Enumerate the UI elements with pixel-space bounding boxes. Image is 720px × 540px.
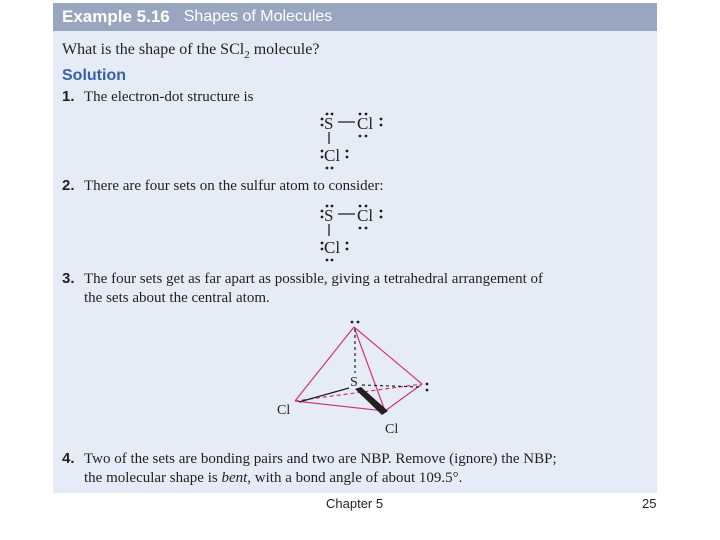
chlorine-atom: Cl: [324, 146, 341, 165]
example-title: Shapes of Molecules: [183, 8, 333, 25]
example-number: Example 5.16: [62, 7, 170, 26]
step-number: 1.: [62, 88, 75, 105]
step-text-part: the molecular shape is: [84, 470, 222, 486]
step-text: The electron-dot structure is: [84, 89, 254, 105]
step-text-continued: the sets about the central atom.: [84, 290, 270, 306]
question-text: What is the shape of the SCl: [62, 41, 245, 58]
question: [62, 41, 319, 61]
step-text-part: , with a bond angle of about 109.5°.: [247, 470, 463, 486]
step-1: [62, 87, 650, 107]
step-text: There are four sets on the sulfur atom to consider:: [84, 178, 384, 194]
step-2: [62, 176, 650, 196]
step-text: Two of the sets are bonding pairs and two are NBP. Remove (ignore) the NBP;: [84, 451, 557, 467]
emphasis-bent: bent: [221, 470, 248, 486]
tetrahedral-diagram: [275, 315, 445, 439]
lewis-structure-2: [311, 199, 391, 263]
sulfur-atom: S: [324, 206, 334, 225]
step-4: [62, 449, 650, 488]
step-number: 3.: [62, 270, 75, 287]
example-panel: [53, 3, 657, 493]
step-3: [62, 269, 650, 308]
step-number: 2.: [62, 177, 75, 194]
example-header: [53, 3, 657, 31]
footer-page-number: 25: [642, 496, 657, 511]
chlorine-atom: Cl: [357, 206, 374, 225]
footer-chapter: Chapter 5: [326, 496, 384, 511]
chlorine-left-label: Cl: [277, 403, 291, 418]
question-subscript: 2: [244, 49, 250, 62]
question-text-end: molecule?: [249, 41, 320, 58]
chlorine-bottom-label: Cl: [385, 422, 399, 437]
step-text-continued: [84, 469, 650, 488]
solution-heading: Solution: [62, 67, 126, 84]
step-text: The four sets get as far apart as possible, giving a tetrahedral arrangement of: [84, 271, 543, 287]
central-sulfur: S: [350, 375, 358, 390]
step-number: 4.: [62, 450, 75, 467]
sulfur-atom: S: [324, 114, 334, 133]
chlorine-atom: Cl: [357, 114, 374, 133]
lewis-structure-1: [311, 107, 391, 171]
chlorine-atom: Cl: [324, 238, 341, 257]
